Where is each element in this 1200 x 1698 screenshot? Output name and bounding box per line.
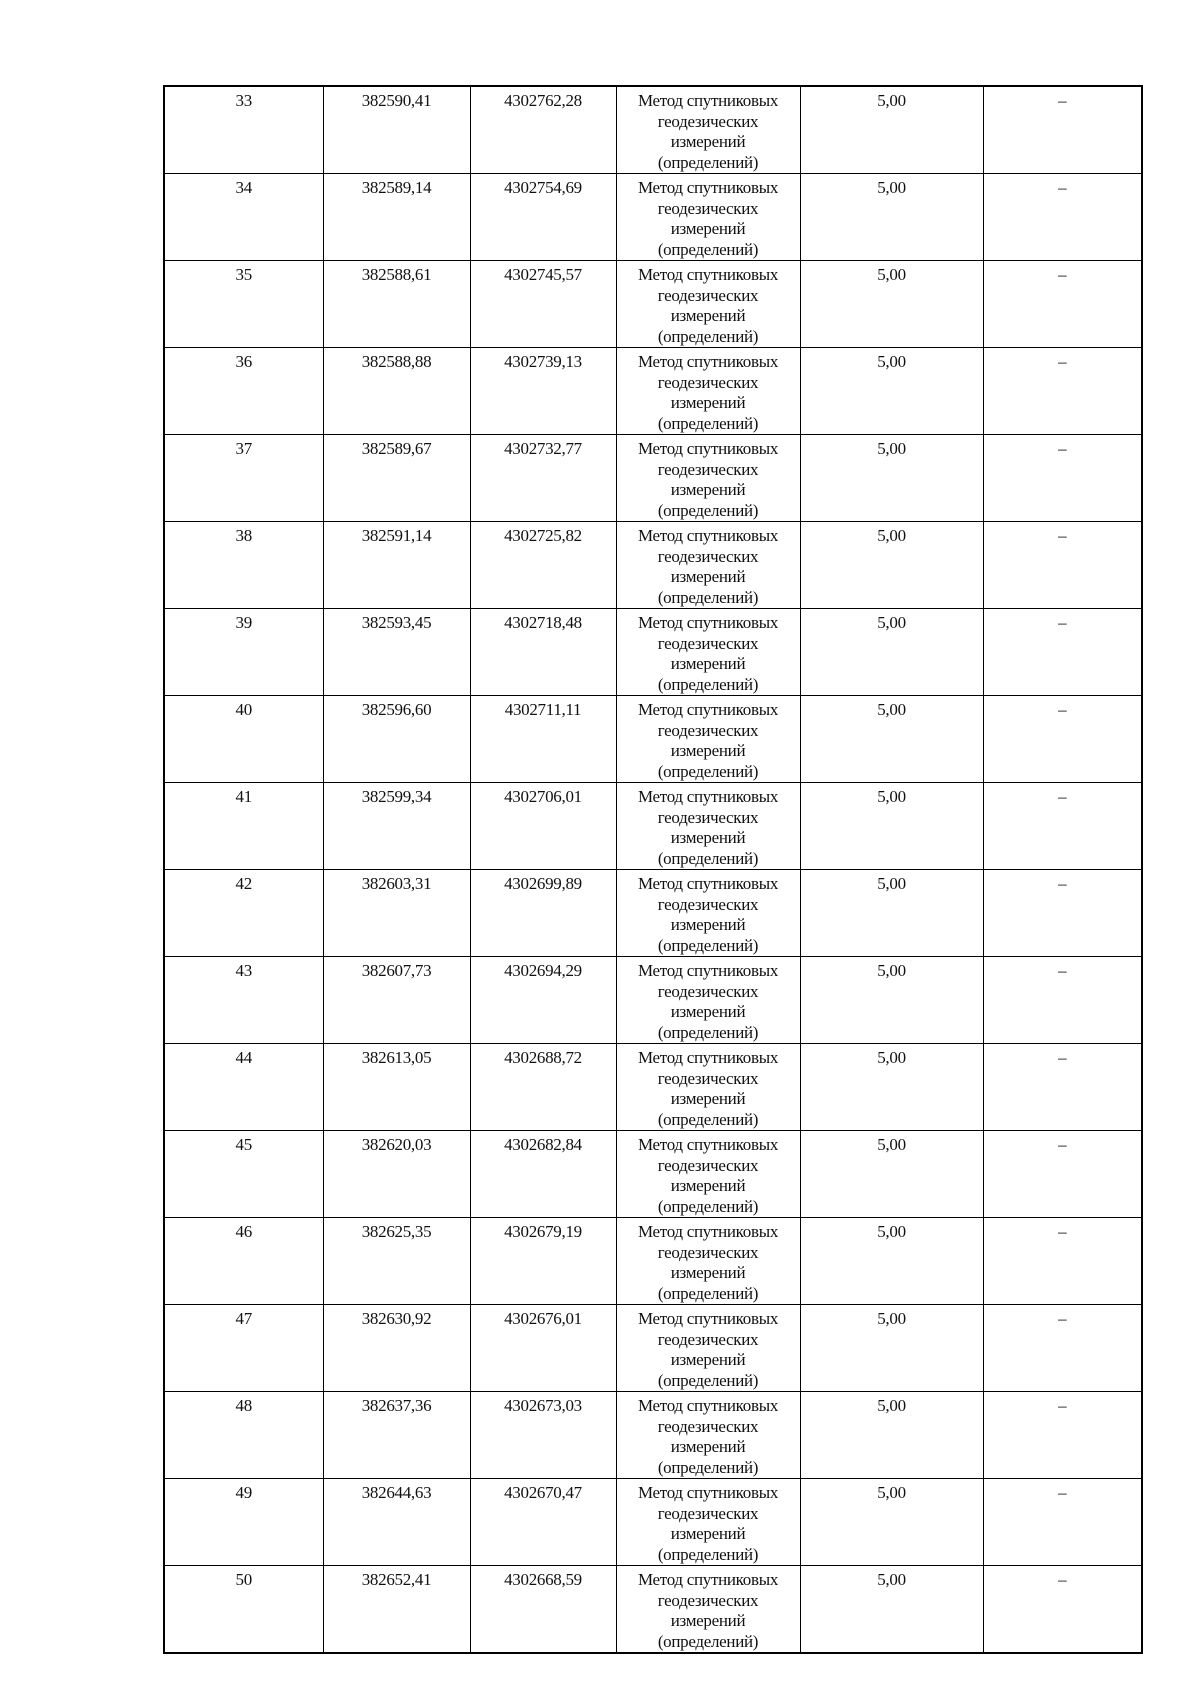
note-cell <box>983 1392 1142 1479</box>
x-coordinate-cell <box>323 1131 470 1218</box>
y-coordinate-cell <box>470 1479 616 1566</box>
method-text: Метод спутниковых геодезических измерений (определений) <box>637 1483 779 1564</box>
note-cell <box>983 348 1142 435</box>
point-number-text: 43 <box>235 961 252 980</box>
accuracy-text: 5,00 <box>877 787 906 806</box>
note-cell <box>983 1218 1142 1305</box>
y-coordinate-text: 4302762,28 <box>504 91 582 110</box>
table-row <box>164 522 1142 609</box>
accuracy-text: 5,00 <box>877 1309 906 1328</box>
table-row <box>164 1218 1142 1305</box>
x-coordinate-cell <box>323 435 470 522</box>
x-coordinate-text: 382644,63 <box>361 1483 432 1502</box>
y-coordinate-cell <box>470 261 616 348</box>
accuracy-cell <box>800 1392 983 1479</box>
method-text: Метод спутниковых геодезических измерений (определений) <box>637 265 779 346</box>
method-text: Метод спутниковых геодезических измерений (определений) <box>637 1048 779 1129</box>
y-coordinate-text: 4302679,19 <box>504 1222 582 1241</box>
method-cell <box>616 870 800 957</box>
table-row <box>164 86 1142 174</box>
method-text: Метод спутниковых геодезических измерений (определений) <box>637 1570 779 1651</box>
note-text: – <box>1058 439 1067 458</box>
accuracy-cell <box>800 1131 983 1218</box>
y-coordinate-text: 4302754,69 <box>504 178 582 197</box>
note-cell <box>983 174 1142 261</box>
accuracy-cell <box>800 1479 983 1566</box>
method-cell <box>616 1131 800 1218</box>
note-cell <box>983 1479 1142 1566</box>
x-coordinate-text: 382625,35 <box>361 1222 432 1241</box>
point-number-cell <box>164 1479 323 1566</box>
note-text: – <box>1058 178 1067 197</box>
x-coordinate-text: 382589,14 <box>361 178 432 197</box>
x-coordinate-text: 382630,92 <box>361 1309 432 1328</box>
table-row <box>164 174 1142 261</box>
point-number-text: 41 <box>235 787 252 806</box>
note-text: – <box>1058 1396 1067 1415</box>
method-cell <box>616 1392 800 1479</box>
x-coordinate-cell <box>323 870 470 957</box>
x-coordinate-cell <box>323 1392 470 1479</box>
method-cell <box>616 696 800 783</box>
method-cell <box>616 1218 800 1305</box>
x-coordinate-text: 382591,14 <box>361 526 432 545</box>
y-coordinate-text: 4302699,89 <box>504 874 582 893</box>
x-coordinate-text: 382637,36 <box>361 1396 432 1415</box>
accuracy-text: 5,00 <box>877 91 906 110</box>
accuracy-text: 5,00 <box>877 613 906 632</box>
x-coordinate-cell <box>323 1566 470 1654</box>
x-coordinate-cell <box>323 348 470 435</box>
table-row <box>164 609 1142 696</box>
point-number-cell <box>164 870 323 957</box>
note-cell <box>983 86 1142 174</box>
note-cell <box>983 609 1142 696</box>
point-number-text: 37 <box>235 439 252 458</box>
y-coordinate-cell <box>470 174 616 261</box>
point-number-text: 33 <box>235 91 252 110</box>
note-cell <box>983 261 1142 348</box>
point-number-text: 47 <box>235 1309 252 1328</box>
accuracy-text: 5,00 <box>877 439 906 458</box>
accuracy-text: 5,00 <box>877 1222 906 1241</box>
note-cell <box>983 1044 1142 1131</box>
x-coordinate-text: 382652,41 <box>361 1570 432 1589</box>
table-row <box>164 957 1142 1044</box>
method-cell <box>616 957 800 1044</box>
point-number-cell <box>164 1131 323 1218</box>
point-number-cell <box>164 174 323 261</box>
y-coordinate-cell <box>470 1305 616 1392</box>
point-number-cell <box>164 348 323 435</box>
note-text: – <box>1058 1048 1067 1067</box>
y-coordinate-cell <box>470 86 616 174</box>
accuracy-text: 5,00 <box>877 961 906 980</box>
note-text: – <box>1058 1135 1067 1154</box>
point-number-text: 49 <box>235 1483 252 1502</box>
point-number-cell <box>164 1566 323 1654</box>
x-coordinate-text: 382596,60 <box>361 700 432 719</box>
point-number-text: 34 <box>235 178 252 197</box>
y-coordinate-cell <box>470 609 616 696</box>
y-coordinate-text: 4302668,59 <box>504 1570 582 1589</box>
accuracy-text: 5,00 <box>877 526 906 545</box>
coordinates-table <box>163 85 1143 1654</box>
x-coordinate-cell <box>323 174 470 261</box>
table-row <box>164 1131 1142 1218</box>
point-number-text: 45 <box>235 1135 252 1154</box>
x-coordinate-text: 382593,45 <box>361 613 432 632</box>
method-cell <box>616 1566 800 1654</box>
point-number-text: 35 <box>235 265 252 284</box>
point-number-text: 36 <box>235 352 252 371</box>
method-text: Метод спутниковых геодезических измерений (определений) <box>637 613 779 694</box>
accuracy-text: 5,00 <box>877 1483 906 1502</box>
y-coordinate-text: 4302718,48 <box>504 613 582 632</box>
x-coordinate-cell <box>323 261 470 348</box>
x-coordinate-text: 382599,34 <box>361 787 432 806</box>
note-text: – <box>1058 787 1067 806</box>
y-coordinate-text: 4302694,29 <box>504 961 582 980</box>
accuracy-text: 5,00 <box>877 700 906 719</box>
accuracy-text: 5,00 <box>877 1048 906 1067</box>
note-cell <box>983 1305 1142 1392</box>
method-cell <box>616 174 800 261</box>
y-coordinate-text: 4302670,47 <box>504 1483 582 1502</box>
table-row <box>164 783 1142 870</box>
note-text: – <box>1058 1483 1067 1502</box>
point-number-cell <box>164 522 323 609</box>
y-coordinate-text: 4302732,77 <box>504 439 582 458</box>
point-number-text: 39 <box>235 613 252 632</box>
table-row <box>164 696 1142 783</box>
method-text: Метод спутниковых геодезических измерений (определений) <box>637 91 779 172</box>
x-coordinate-cell <box>323 696 470 783</box>
y-coordinate-cell <box>470 1044 616 1131</box>
x-coordinate-text: 382620,03 <box>361 1135 432 1154</box>
method-cell <box>616 522 800 609</box>
point-number-text: 48 <box>235 1396 252 1415</box>
point-number-text: 46 <box>235 1222 252 1241</box>
note-text: – <box>1058 526 1067 545</box>
x-coordinate-text: 382588,61 <box>361 265 432 284</box>
note-cell <box>983 696 1142 783</box>
x-coordinate-cell <box>323 1044 470 1131</box>
accuracy-cell <box>800 696 983 783</box>
accuracy-cell <box>800 522 983 609</box>
accuracy-text: 5,00 <box>877 265 906 284</box>
x-coordinate-cell <box>323 783 470 870</box>
table-row <box>164 1392 1142 1479</box>
y-coordinate-text: 4302745,57 <box>504 265 582 284</box>
method-text: Метод спутниковых геодезических измерений (определений) <box>637 526 779 607</box>
note-cell <box>983 783 1142 870</box>
point-number-cell <box>164 696 323 783</box>
point-number-text: 44 <box>235 1048 252 1067</box>
note-text: – <box>1058 265 1067 284</box>
note-text: – <box>1058 1309 1067 1328</box>
method-cell <box>616 348 800 435</box>
method-text: Метод спутниковых геодезических измерений (определений) <box>637 787 779 868</box>
accuracy-cell <box>800 870 983 957</box>
x-coordinate-text: 382607,73 <box>361 961 432 980</box>
method-cell <box>616 1044 800 1131</box>
x-coordinate-text: 382590,41 <box>361 91 432 110</box>
y-coordinate-cell <box>470 696 616 783</box>
x-coordinate-cell <box>323 957 470 1044</box>
accuracy-cell <box>800 435 983 522</box>
accuracy-text: 5,00 <box>877 1570 906 1589</box>
accuracy-text: 5,00 <box>877 1135 906 1154</box>
y-coordinate-text: 4302673,03 <box>504 1396 582 1415</box>
y-coordinate-text: 4302682,84 <box>504 1135 582 1154</box>
y-coordinate-cell <box>470 522 616 609</box>
accuracy-cell <box>800 174 983 261</box>
method-text: Метод спутниковых геодезических измерений (определений) <box>637 1309 779 1390</box>
note-text: – <box>1058 352 1067 371</box>
accuracy-text: 5,00 <box>877 178 906 197</box>
table-row <box>164 1044 1142 1131</box>
x-coordinate-cell <box>323 86 470 174</box>
method-cell <box>616 1305 800 1392</box>
method-text: Метод спутниковых геодезических измерений (определений) <box>637 1222 779 1303</box>
x-coordinate-text: 382588,88 <box>361 352 432 371</box>
point-number-cell <box>164 435 323 522</box>
y-coordinate-cell <box>470 1392 616 1479</box>
note-cell <box>983 522 1142 609</box>
method-text: Метод спутниковых геодезических измерений (определений) <box>637 1135 779 1216</box>
table-body <box>164 86 1142 1653</box>
accuracy-cell <box>800 1305 983 1392</box>
y-coordinate-text: 4302725,82 <box>504 526 582 545</box>
x-coordinate-text: 382589,67 <box>361 439 432 458</box>
point-number-cell <box>164 1305 323 1392</box>
x-coordinate-cell <box>323 609 470 696</box>
point-number-text: 50 <box>235 1570 252 1589</box>
method-text: Метод спутниковых геодезических измерений (определений) <box>637 700 779 781</box>
point-number-cell <box>164 957 323 1044</box>
table-row <box>164 435 1142 522</box>
point-number-text: 38 <box>235 526 252 545</box>
accuracy-cell <box>800 86 983 174</box>
x-coordinate-cell <box>323 1479 470 1566</box>
x-coordinate-text: 382603,31 <box>361 874 432 893</box>
point-number-cell <box>164 783 323 870</box>
accuracy-cell <box>800 348 983 435</box>
table-row <box>164 261 1142 348</box>
table-row <box>164 1305 1142 1392</box>
point-number-cell <box>164 1044 323 1131</box>
y-coordinate-cell <box>470 1131 616 1218</box>
accuracy-text: 5,00 <box>877 352 906 371</box>
method-cell <box>616 783 800 870</box>
point-number-text: 42 <box>235 874 252 893</box>
accuracy-cell <box>800 1044 983 1131</box>
method-cell <box>616 609 800 696</box>
y-coordinate-cell <box>470 870 616 957</box>
point-number-cell <box>164 1218 323 1305</box>
method-text: Метод спутниковых геодезических измерений (определений) <box>637 352 779 433</box>
method-text: Метод спутниковых геодезических измерений (определений) <box>637 874 779 955</box>
note-cell <box>983 435 1142 522</box>
table-row <box>164 348 1142 435</box>
table-row <box>164 1479 1142 1566</box>
method-text: Метод спутниковых геодезических измерений (определений) <box>637 439 779 520</box>
point-number-cell <box>164 86 323 174</box>
note-text: – <box>1058 613 1067 632</box>
y-coordinate-cell <box>470 435 616 522</box>
method-text: Метод спутниковых геодезических измерений (определений) <box>637 961 779 1042</box>
accuracy-cell <box>800 783 983 870</box>
table-row <box>164 870 1142 957</box>
x-coordinate-cell <box>323 522 470 609</box>
note-text: – <box>1058 91 1067 110</box>
accuracy-text: 5,00 <box>877 1396 906 1415</box>
x-coordinate-cell <box>323 1218 470 1305</box>
method-cell <box>616 86 800 174</box>
method-text: Метод спутниковых геодезических измерений (определений) <box>637 1396 779 1477</box>
point-number-cell <box>164 609 323 696</box>
y-coordinate-cell <box>470 348 616 435</box>
note-text: – <box>1058 700 1067 719</box>
y-coordinate-cell <box>470 957 616 1044</box>
x-coordinate-cell <box>323 1305 470 1392</box>
method-cell <box>616 1479 800 1566</box>
x-coordinate-text: 382613,05 <box>361 1048 432 1067</box>
note-text: – <box>1058 1222 1067 1241</box>
y-coordinate-text: 4302676,01 <box>504 1309 582 1328</box>
table-row <box>164 1566 1142 1654</box>
note-cell <box>983 870 1142 957</box>
y-coordinate-text: 4302711,11 <box>504 700 582 719</box>
y-coordinate-text: 4302706,01 <box>504 787 582 806</box>
note-text: – <box>1058 1570 1067 1589</box>
accuracy-cell <box>800 957 983 1044</box>
point-number-cell <box>164 261 323 348</box>
accuracy-cell <box>800 1566 983 1654</box>
method-cell <box>616 261 800 348</box>
y-coordinate-cell <box>470 1566 616 1654</box>
y-coordinate-text: 4302688,72 <box>504 1048 582 1067</box>
note-cell <box>983 1566 1142 1654</box>
note-cell <box>983 1131 1142 1218</box>
method-cell <box>616 435 800 522</box>
accuracy-cell <box>800 261 983 348</box>
y-coordinate-text: 4302739,13 <box>504 352 582 371</box>
note-text: – <box>1058 874 1067 893</box>
accuracy-text: 5,00 <box>877 874 906 893</box>
method-text: Метод спутниковых геодезических измерений (определений) <box>637 178 779 259</box>
point-number-cell <box>164 1392 323 1479</box>
note-text: – <box>1058 961 1067 980</box>
accuracy-cell <box>800 1218 983 1305</box>
point-number-text: 40 <box>235 700 252 719</box>
note-cell <box>983 957 1142 1044</box>
accuracy-cell <box>800 609 983 696</box>
y-coordinate-cell <box>470 783 616 870</box>
y-coordinate-cell <box>470 1218 616 1305</box>
